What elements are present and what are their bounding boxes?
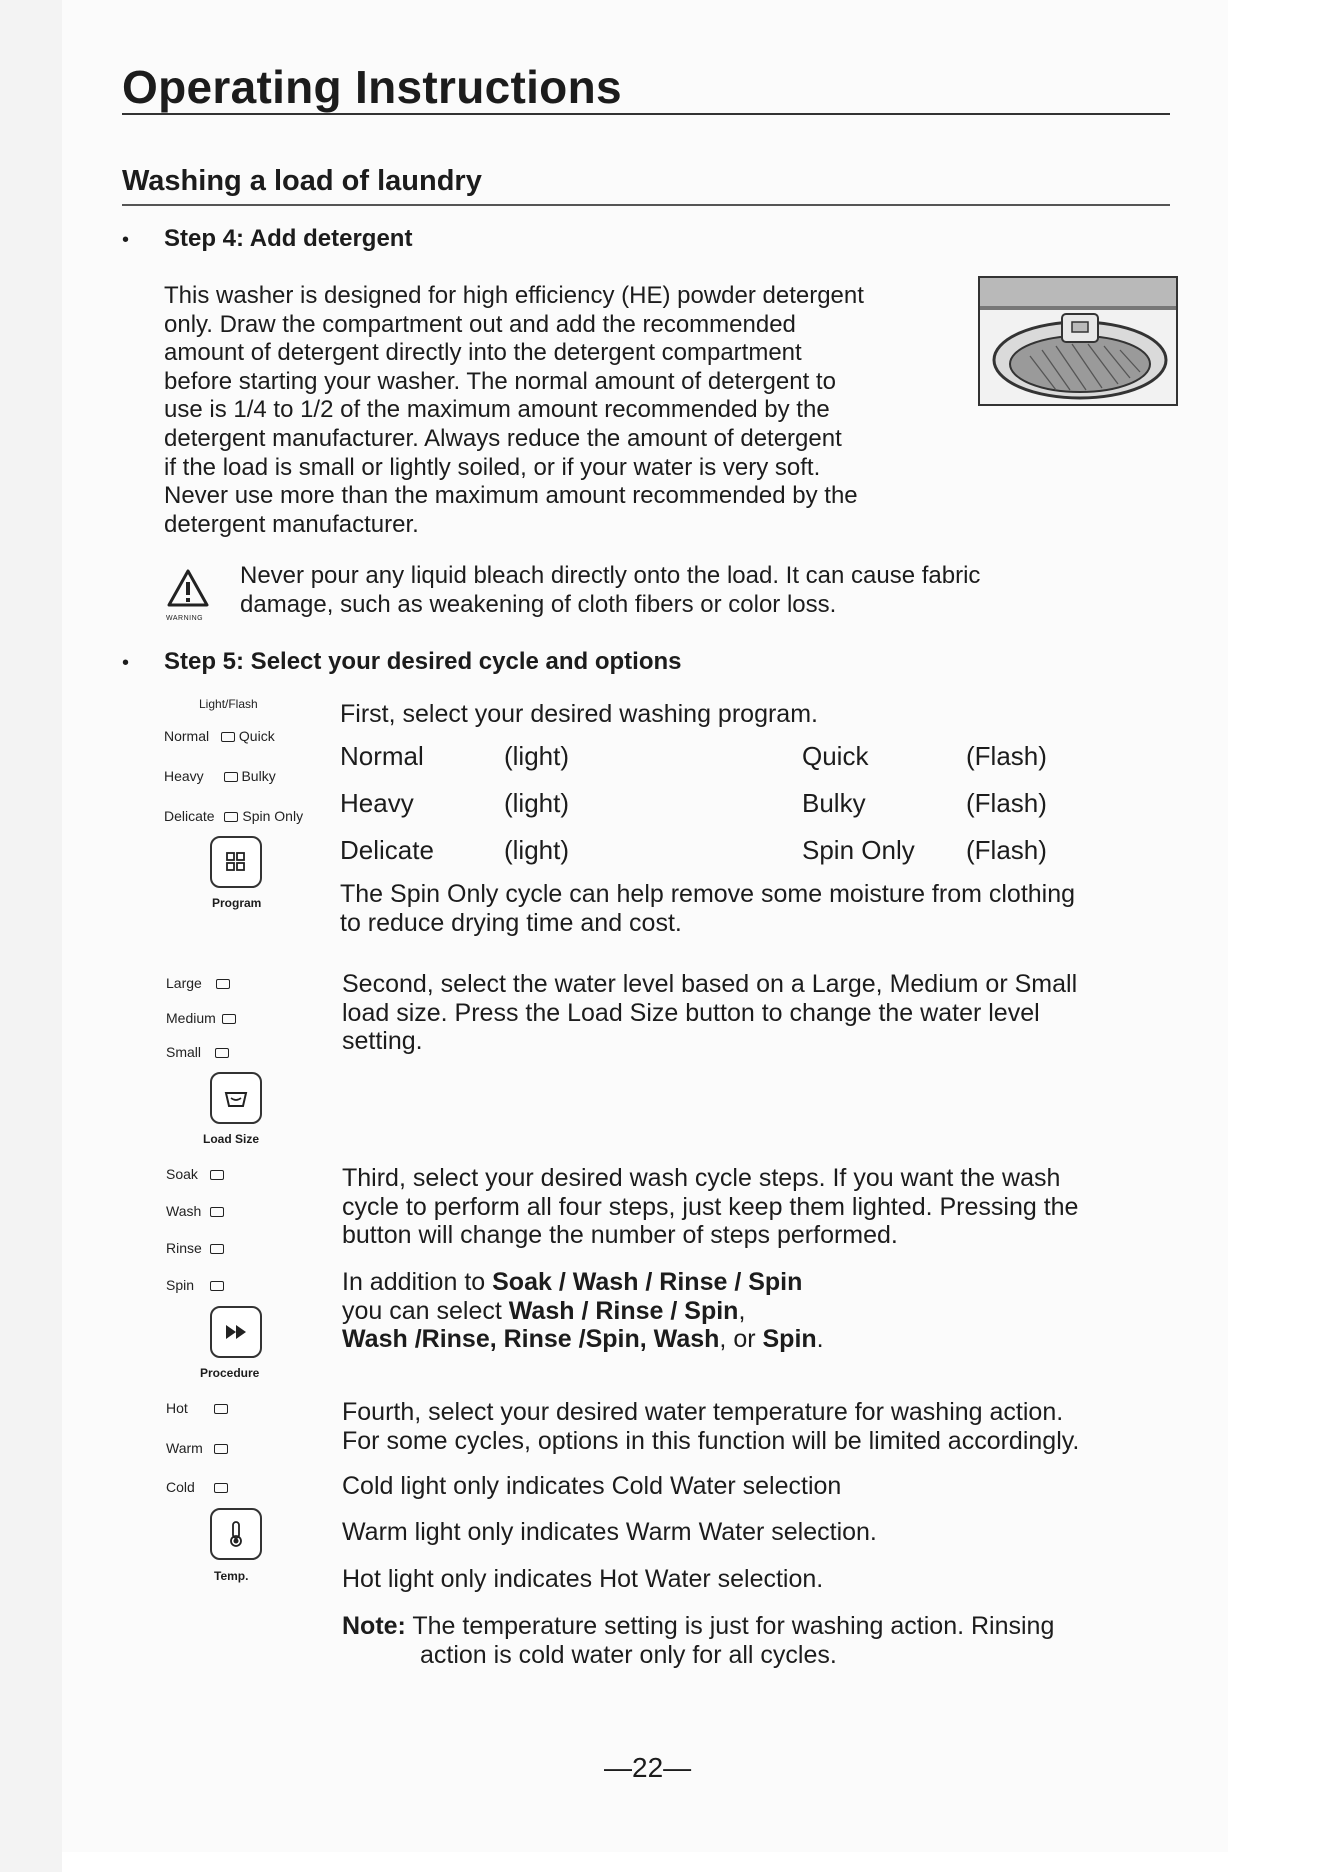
program-button[interactable]	[210, 836, 262, 888]
program-mode: (light)	[504, 788, 570, 818]
bullet: •	[122, 229, 130, 251]
temp-text	[342, 1398, 1222, 1455]
procedure-text	[342, 1164, 1212, 1250]
load-panel-row	[166, 1044, 229, 1060]
program-table-row	[340, 741, 1140, 788]
indicator-light	[215, 1048, 229, 1058]
section-title: Washing a load of laundry	[122, 165, 482, 197]
spin-only-line: to reduce drying time and cost.	[340, 908, 682, 937]
program-mode: (Flash)	[966, 788, 1047, 818]
step4-line: only. Draw the compartment out and add the recommended	[164, 310, 796, 338]
warning-line: damage, such as weakening of cloth fibers or color loss.	[240, 590, 837, 618]
indicator-light	[210, 1207, 224, 1217]
temp-button[interactable]	[210, 1508, 262, 1560]
procedure-button-label: Procedure	[200, 1366, 260, 1380]
procedure-options-line	[342, 1325, 1212, 1354]
temperature-note	[342, 1612, 1222, 1669]
load-size-button[interactable]	[210, 1072, 262, 1124]
note-line	[342, 1612, 1222, 1641]
program-mode: (light)	[504, 741, 570, 771]
indicator-light	[210, 1244, 224, 1254]
procedure-options-text	[342, 1268, 1212, 1354]
option-separator: ,	[639, 1325, 654, 1354]
step4-title: Step 4: Add detergent	[164, 225, 413, 252]
indicator-light	[224, 772, 238, 782]
select-suffix: ,	[738, 1296, 746, 1325]
spin-only-note	[340, 880, 1200, 937]
thermometer-icon	[226, 1520, 246, 1548]
program-panel-row	[164, 768, 276, 784]
manual-page	[62, 0, 1228, 1852]
program-name: Spin Only	[802, 835, 915, 865]
procedure-button[interactable]	[210, 1306, 262, 1358]
select-bold: Wash / Rinse / Spin	[508, 1296, 739, 1325]
program-table-row	[340, 788, 1140, 835]
program-name: Bulky	[802, 788, 866, 818]
temp-line: Fourth, select your desired water temperature for washing action.	[342, 1398, 1064, 1426]
load-panel-row	[166, 1010, 236, 1026]
note-text: The temperature setting is just for washing action. Rinsing	[405, 1612, 1055, 1640]
load-line: setting.	[342, 1027, 423, 1056]
indicator-light	[210, 1281, 224, 1291]
warning-block	[166, 568, 210, 622]
addition-prefix: In addition to	[342, 1268, 493, 1296]
step4-body	[164, 282, 864, 539]
procedure-option: Rinse	[166, 1240, 202, 1256]
load-size-text	[342, 970, 1202, 1056]
step4-line: if the load is small or lightly soiled, or if your water is very soft.	[164, 453, 821, 481]
program-option: Spin Only	[242, 808, 304, 824]
load-line: Second, select the water level based on a Large, Medium or Small	[342, 970, 1078, 998]
basket-icon	[223, 1087, 249, 1109]
warning-label: WARNING	[166, 615, 204, 622]
temp-hot-line: Hot light only indicates Hot Water selection.	[342, 1565, 824, 1593]
program-option: Quick	[238, 728, 275, 744]
option-separator: , or	[719, 1325, 763, 1354]
option-wash: Wash	[653, 1325, 720, 1354]
program-option: Delicate	[164, 808, 215, 824]
temp-panel-row	[166, 1479, 228, 1495]
option-wash-rinse: Wash /Rinse	[342, 1325, 490, 1354]
program-option: Bulky	[241, 768, 276, 784]
step4-line: detergent manufacturer. Always reduce the amount of detergent	[164, 424, 842, 452]
step4-line: Never use more than the maximum amount recommended by the	[164, 482, 858, 510]
program-button-label: Program	[212, 896, 262, 910]
step4-line: use is 1/4 to 1/2 of the maximum amount recommended by the	[164, 396, 830, 424]
procedure-option: Wash	[166, 1203, 202, 1219]
warning-text	[240, 562, 1160, 619]
procedure-option: Soak	[166, 1166, 198, 1182]
load-panel-row	[166, 975, 230, 991]
procedure-panel-row	[166, 1203, 224, 1219]
program-table-row	[340, 835, 1140, 882]
indicator-light	[222, 1014, 236, 1024]
indicator-light	[221, 732, 235, 742]
option-rinse-spin: Rinse /Spin	[503, 1325, 640, 1354]
step4-line: detergent manufacturer.	[164, 510, 419, 538]
procedure-select-line	[342, 1297, 1212, 1326]
load-line: load size. Press the Load Size button to change the water level	[342, 998, 1040, 1027]
program-mode: (light)	[504, 835, 570, 865]
temp-panel-row	[166, 1400, 228, 1416]
procedure-line: cycle to perform all four steps, just keep them lighted. Pressing the	[342, 1192, 1079, 1221]
indicator-light	[210, 1170, 224, 1180]
program-grid-icon	[224, 850, 248, 874]
option-end: .	[816, 1325, 824, 1354]
temp-option: Hot	[166, 1400, 188, 1416]
procedure-panel-row	[166, 1240, 224, 1256]
temp-option: Warm	[166, 1440, 203, 1456]
procedure-line: Third, select your desired wash cycle steps. If you want the wash	[342, 1164, 1061, 1192]
bullet: •	[122, 652, 130, 674]
indicator-light	[214, 1444, 228, 1454]
note-line: action is cold water only for all cycles.	[420, 1640, 837, 1669]
temp-panel-row	[166, 1440, 228, 1456]
note-label: Note:	[342, 1612, 406, 1640]
program-name: Delicate	[340, 835, 434, 865]
procedure-option: Spin	[166, 1277, 195, 1293]
program-name: Normal	[340, 741, 424, 771]
load-option: Large	[166, 975, 202, 991]
temp-button-label: Temp.	[214, 1569, 249, 1583]
load-size-button-label: Load Size	[203, 1132, 260, 1146]
procedure-addition-line	[342, 1268, 1212, 1297]
detergent-compartment-image	[978, 276, 1178, 406]
warning-line: Never pour any liquid bleach directly onto the load. It can cause fabric	[240, 562, 981, 589]
program-panel-row	[164, 808, 303, 824]
step4-line: This washer is designed for high efficiency (HE) powder detergent	[164, 282, 864, 309]
program-intro: First, select your desired washing program.	[340, 700, 818, 728]
program-name: Quick	[802, 741, 869, 771]
step4-line: amount of detergent directly into the detergent compartment	[164, 339, 802, 367]
select-prefix: you can select	[342, 1296, 509, 1325]
indicator-light	[214, 1404, 228, 1414]
temp-option: Cold	[166, 1479, 195, 1495]
temp-cold-line: Cold light only indicates Cold Water selection	[342, 1472, 842, 1500]
spin-only-line: The Spin Only cycle can help remove some moisture from clothing	[340, 880, 1076, 908]
warning-triangle-icon	[166, 568, 210, 608]
program-mode: (Flash)	[966, 741, 1047, 771]
temp-line: For some cycles, options in this function will be limited accordingly.	[342, 1426, 1080, 1455]
option-separator: ,	[489, 1325, 504, 1354]
page-title: Operating Instructions	[122, 61, 622, 113]
program-table	[340, 741, 1140, 882]
indicator-light	[214, 1483, 228, 1493]
program-option: Heavy	[164, 768, 204, 784]
program-mode: (Flash)	[966, 835, 1047, 865]
load-option: Small	[166, 1044, 202, 1060]
section-rule	[122, 204, 1170, 206]
detergent-compartment-illustration	[980, 278, 1176, 404]
title-rule	[122, 113, 1170, 115]
fast-forward-icon	[224, 1324, 248, 1340]
step5-title: Step 5: Select your desired cycle and options	[164, 648, 682, 675]
procedure-panel-row	[166, 1166, 224, 1182]
option-spin: Spin	[762, 1325, 817, 1354]
temp-warm-line: Warm light only indicates Warm Water selection.	[342, 1518, 877, 1546]
step4-line: before starting your washer. The normal amount of detergent to	[164, 367, 836, 395]
page-edge-shadow	[0, 0, 62, 1872]
program-panel-header: Light/Flash	[199, 697, 258, 711]
indicator-light	[216, 979, 230, 989]
load-option: Medium	[166, 1010, 216, 1026]
procedure-line: button will change the number of steps performed.	[342, 1221, 898, 1250]
procedure-panel-row	[166, 1277, 224, 1293]
program-option: Normal	[164, 728, 210, 744]
program-name: Heavy	[340, 788, 414, 818]
addition-bold: Soak / Wash / Rinse / Spin	[492, 1268, 803, 1296]
indicator-light	[224, 812, 238, 822]
page-number: —22—	[604, 1752, 692, 1783]
program-panel-row	[164, 728, 275, 744]
